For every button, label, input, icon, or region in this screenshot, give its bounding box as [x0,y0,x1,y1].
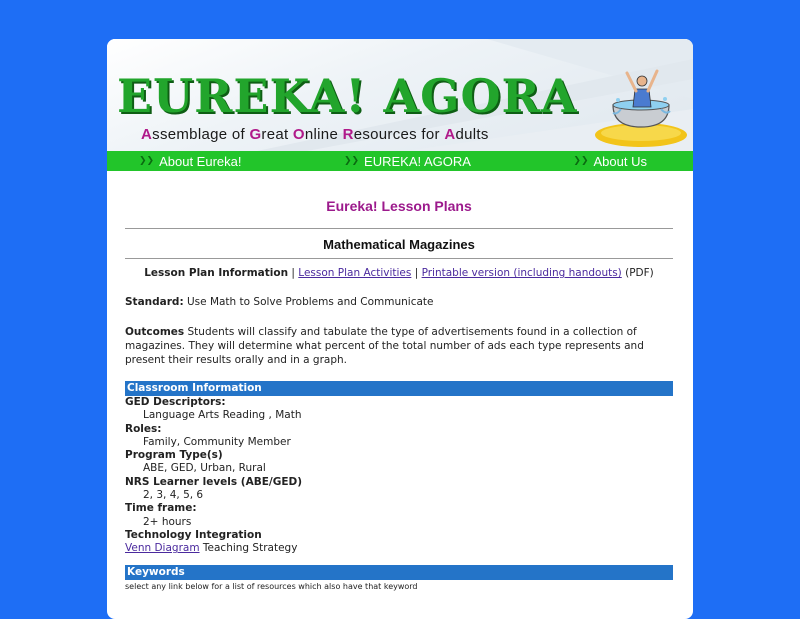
nav-label: EUREKA! AGORA [364,153,471,169]
site-header [107,39,693,151]
roles-label: Roles: [125,422,162,435]
nrs-levels-label: NRS Learner levels (ABE/GED) [125,475,303,488]
printable-version-link[interactable]: Printable version (including handouts) [421,267,622,279]
standard-text: Use Math to Solve Problems and Communicate [186,296,434,308]
lesson-plan-activities-link[interactable]: Lesson Plan Activities [298,267,412,279]
keywords-header: Keywords [125,565,673,580]
subnav-current: Lesson Plan Information [144,267,289,279]
lesson-title-block [125,228,673,259]
standard-paragraph [125,295,673,309]
ged-descriptors-label: GED Descriptors: [125,396,226,408]
technology-integration-value [125,542,673,555]
program-type-value: ABE, GED, Urban, Rural [143,462,266,475]
site-tagline: Assemblage of Great Online Resources for Adults [141,126,489,143]
teaching-strategy-text: Teaching Strategy [199,542,298,555]
archimedes-bathtub-icon [591,53,687,149]
classroom-info-header: Classroom Information [125,381,673,396]
pdf-label: (PDF) [625,267,654,279]
time-frame-label: Time frame: [125,502,197,515]
nav-about-us[interactable] [573,154,647,169]
ged-descriptors-value: Language Arts Reading , Math [143,409,302,422]
outcomes-paragraph [125,325,673,367]
venn-diagram-link[interactable]: Venn Diagram [125,542,200,555]
nav-label: About Eureka! [159,153,242,169]
nrs-levels-value: 2, 3, 4, 5, 6 [143,489,204,502]
technology-integration-label: Technology Integration [125,528,262,541]
classroom-info-list [125,396,673,556]
nav-label: About Us [593,153,647,169]
site-logo-title[interactable]: EUREKA! AGORA [117,69,578,123]
page-container [107,39,693,619]
program-type-label: Program Type(s) [125,449,223,462]
outcomes-label: Outcomes [125,326,185,338]
lesson-subnav [125,267,673,279]
nav-arrow-icon: ❯❯ [573,156,589,166]
lesson-title: Mathematical Magazines [323,237,475,252]
subnav-separator: | [291,267,295,279]
nav-arrow-icon: ❯❯ [139,156,155,166]
nav-about-eureka[interactable] [139,154,241,169]
page-heading: Eureka! Lesson Plans [326,198,472,214]
keywords-note: select any link below for a list of resources which also have that keyword [125,581,418,591]
roles-value: Family, Community Member [143,435,291,448]
standard-label: Standard: [125,296,184,308]
outcomes-text: Students will classify and tabulate the type of advertisements found in a collection of magazines. They will determine what percent of the total number of ads each type represents and present their results orally and in a graph. [125,326,644,366]
main-navbar [107,151,693,171]
nav-arrow-icon: ❯❯ [343,156,360,166]
subnav-separator: | [414,267,419,279]
nav-eureka-agora[interactable] [344,154,471,169]
main-content [107,198,693,591]
divider [125,258,673,259]
time-frame-value: 2+ hours [143,515,192,528]
